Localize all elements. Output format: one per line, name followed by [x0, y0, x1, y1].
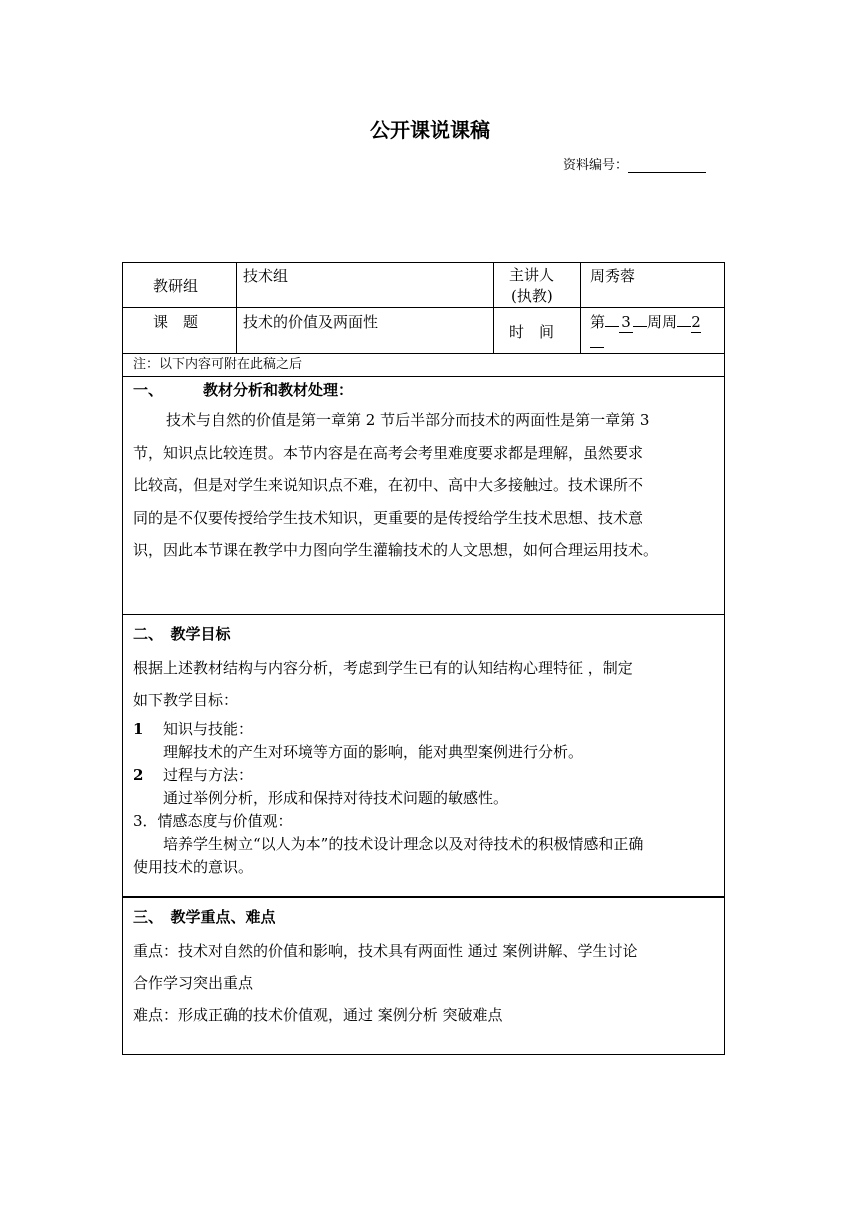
- section1-line: 识，因此本节课在教学中力图向学生灌输技术的人文思想，如何合理运用技术。: [133, 541, 659, 559]
- doc-number-blank: [628, 158, 706, 173]
- item2-number: 2: [133, 766, 144, 784]
- section1-body: [133, 404, 719, 567]
- item1-number: 1: [133, 720, 144, 738]
- group-value: 技术组: [243, 267, 289, 285]
- time-day-number: 2: [691, 313, 701, 331]
- section1-line: 同的是不仅要传授给学生技术知识，更重要的是传授给学生技术思想、技术意: [133, 508, 644, 527]
- section3-heading: 三、 教学重点、难点: [133, 908, 276, 926]
- section2-heading: 二、 教学目标: [133, 625, 231, 643]
- time-prefix: 第: [590, 313, 606, 331]
- section1-title: 教材分析和教材处理：: [203, 381, 354, 399]
- section1-line: 节，知识点比较连贯。本节内容是在高考会考里难度要求都是理解，虽然要求: [133, 443, 644, 462]
- section-key-points: [122, 897, 725, 1055]
- page-title: 公开课说课稿: [370, 118, 490, 142]
- key-point-line: 合作学习突出重点: [133, 974, 254, 992]
- item2-text: 通过举例分析，形成和保持对待技术问题的敏感性。: [163, 789, 509, 807]
- lecturer-label: 主讲人: [509, 266, 555, 284]
- section2-intro-line: 如下教学目标：: [133, 691, 239, 709]
- lecturer-value: 周秀蓉: [590, 267, 636, 285]
- section3-body: [133, 935, 719, 1031]
- section2-intro-line: 根据上述教材结构与内容分析，考虑到学生已有的认知结构心理特征 ，制定: [133, 659, 633, 677]
- section1-number: 一、: [133, 381, 164, 399]
- item1-title: 知识与技能：: [163, 720, 254, 738]
- note: 注：以下内容可附在此稿之后: [133, 357, 303, 372]
- time-week-number: 3: [619, 312, 633, 333]
- section2-items: [133, 718, 719, 879]
- item2-title: 过程与方法：: [163, 766, 254, 784]
- section1-heading: [133, 379, 353, 400]
- key-point-line: 重点：技术对自然的价值和影响，技术具有两面性 通过 案例讲解、学生讨论: [133, 942, 638, 960]
- topic-label: 课 题: [153, 313, 199, 331]
- section2-intro: [133, 652, 719, 716]
- item3-line: 培养学生树立“以人为本”的技术设计理念以及对待技术的积极情感和正确: [163, 835, 644, 853]
- group-label: 教研组: [153, 277, 199, 295]
- topic-value: 技术的价值及两面性: [243, 313, 379, 331]
- doc-number-label: 资料编号：: [563, 158, 629, 173]
- section-objectives: [122, 614, 725, 897]
- section1-line: 比较高，但是对学生来说知识点不难，在初中、高中大多接触过。技术课所不: [133, 476, 644, 494]
- info-table: [122, 262, 725, 377]
- lecturer-label-2: (执教): [511, 287, 553, 305]
- time-value: [590, 312, 720, 353]
- time-label: 时 间: [509, 323, 555, 341]
- time-mid: 周周: [647, 313, 678, 331]
- difficulty-line: 难点：形成正确的技术价值观，通过 案例分析 突破难点: [133, 1006, 503, 1024]
- section-analysis: [122, 377, 725, 615]
- item3-title: 3．情感态度与价值观：: [133, 812, 293, 830]
- item1-text: 理解技术的产生对环境等方面的影响，能对典型案例进行分析。: [163, 743, 584, 761]
- section1-line: 技术与自然的价值是第一章第 2 节后半部分而技术的两面性是第一章第 3: [166, 411, 650, 429]
- doc-number: [563, 154, 706, 173]
- item3-line: 使用技术的意识。: [133, 858, 254, 876]
